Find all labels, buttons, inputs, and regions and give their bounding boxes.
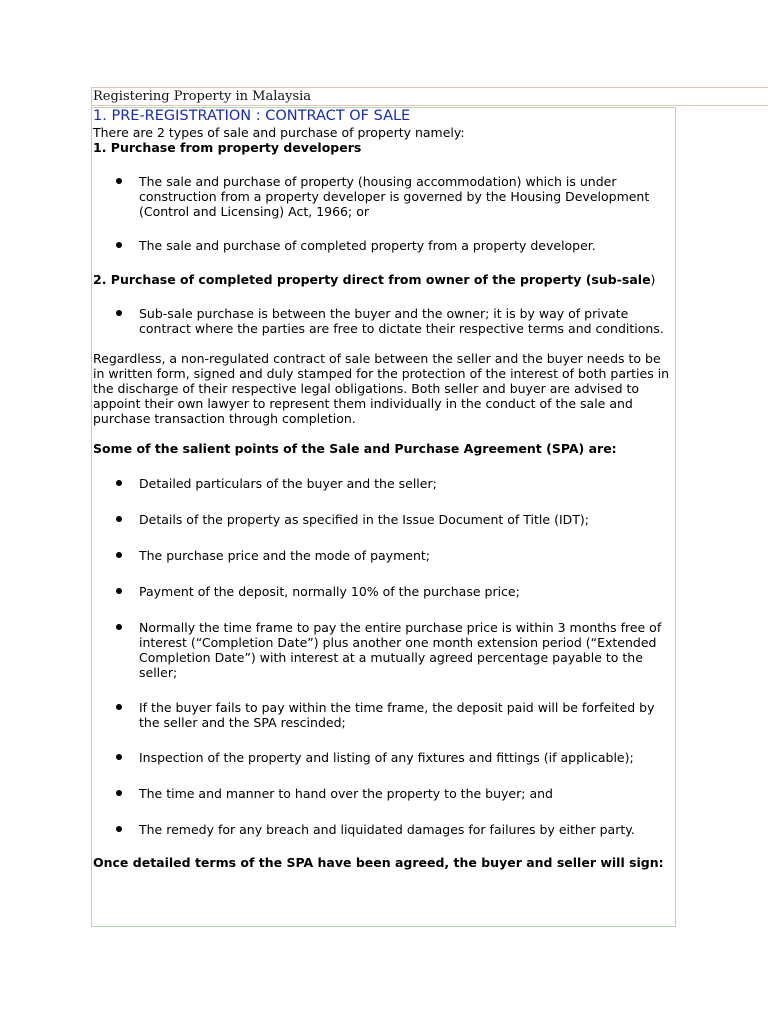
type2-heading-bold: 2. Purchase of completed property direct from owner of the property (sub-sale: [93, 272, 651, 287]
list-item: Details of the property as specified in the Issue Document of Title (IDT);: [93, 512, 673, 527]
closing-text: Once detailed terms of the SPA have been agreed, the buyer and seller will sign:: [93, 855, 664, 870]
list-item: Normally the time frame to pay the entire purchase price is within 3 months free of interest (“Completion Date”) plus another one month extension period (“Extended Completion Date”) with interest at a mutually agreed percentage payable to the seller;: [93, 620, 673, 680]
list-item: Sub-sale purchase is between the buyer and the owner; it is by way of private contract where the parties are free to dictate their respective terms and conditions.: [93, 306, 673, 336]
list-item: If the buyer fails to pay within the time frame, the deposit paid will be forfeited by the seller and the SPA rescinded;: [93, 700, 673, 730]
document-title: Registering Property in Malaysia: [93, 89, 312, 104]
intro-text: There are 2 types of sale and purchase of property namely:: [93, 125, 465, 140]
type1-list: [93, 174, 673, 253]
spa-list: [93, 476, 673, 837]
list-item: Payment of the deposit, normally 10% of the purchase price;: [93, 584, 673, 599]
section-title: 1. PRE-REGISTRATION : CONTRACT OF SALE: [93, 108, 411, 124]
type2-heading-tail: ): [650, 272, 656, 287]
document-content: [93, 108, 673, 870]
list-item: The sale and purchase of completed property from a property developer.: [93, 238, 673, 253]
list-item: Inspection of the property and listing of any fixtures and fittings (if applicable);: [93, 750, 673, 765]
contract-paragraph: Regardless, a non-regulated contract of sale between the seller and the buyer needs to be in written form, signed and duly stamped for the protection of the interest of both parties in the discharge of their respective legal obligations. Both seller and buyer are advised to appoint their own lawyer to represent them individually in the conduct of the sale and purchase transaction through completion.: [93, 351, 670, 426]
list-item: The purchase price and the mode of payment;: [93, 548, 673, 563]
type2-list: [93, 306, 673, 336]
type1-heading: 1. Purchase from property developers: [93, 140, 362, 155]
spa-heading: Some of the salient points of the Sale and Purchase Agreement (SPA) are:: [93, 441, 617, 456]
type2-heading: [93, 272, 673, 287]
list-item: The sale and purchase of property (housing accommodation) which is under construction from a property developer is governed by the Housing Development (Control and Licensing) Act, 1966; or: [93, 174, 673, 219]
list-item: The remedy for any breach and liquidated damages for failures by either party.: [93, 822, 673, 837]
list-item: Detailed particulars of the buyer and the seller;: [93, 476, 673, 491]
list-item: The time and manner to hand over the property to the buyer; and: [93, 786, 673, 801]
